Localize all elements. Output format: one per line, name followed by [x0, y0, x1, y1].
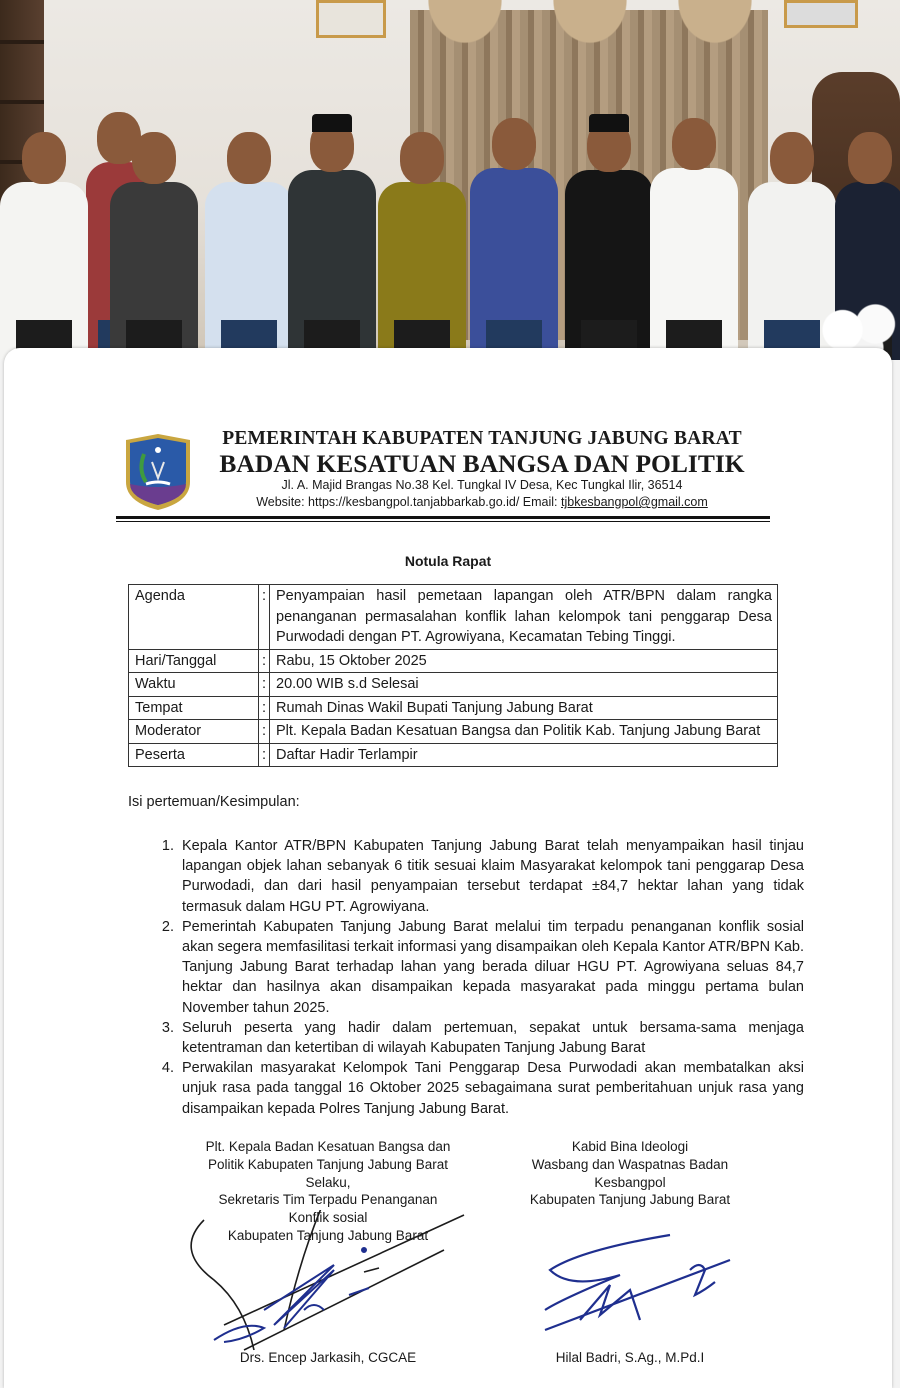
head [227, 132, 271, 184]
head [848, 132, 892, 184]
signatory-title-line: Kesbangpol [594, 1174, 666, 1190]
info-separator: : [259, 649, 270, 673]
head [672, 118, 716, 170]
signatory-left-name: Drs. Encep Jarkasih, CGCAE [239, 1350, 417, 1365]
letterhead [122, 428, 778, 522]
signatory-title-line: Konflik sosial [288, 1210, 368, 1226]
info-separator: : [259, 673, 270, 697]
conclusion-item: 1. Kepala Kantor ATR/BPN Kabupaten Tanjung Jabung Barat telah menyampaikan hasil tinjau lapangan objek lahan sebanyak 6 titik sesuai klaim Masyarakat kelompok tani penggarap Desa Purwodadi, dan dari hasil penyampaian tersebut terdapat ±84,7 hektar lahan yang tidak termasuk dalam HGU PT. Agrowiyana. [178, 836, 804, 917]
peci-cap [312, 114, 352, 132]
info-label: Moderator [129, 720, 259, 744]
info-value: Plt. Kepala Badan Kesatuan Bangsa dan Politik Kab. Tanjung Jabung Barat [270, 720, 778, 744]
info-row [129, 720, 778, 744]
signatory-title-line: Wasbang dan Waspatnas Badan [531, 1156, 729, 1172]
person [288, 120, 376, 360]
head [770, 132, 814, 184]
info-separator: : [259, 696, 270, 720]
info-row [129, 673, 778, 697]
letterhead-divider-thin [116, 521, 770, 522]
info-separator: : [259, 585, 270, 650]
info-value: 20.00 WIB s.d Selesai [270, 673, 778, 697]
info-label: Hari/Tanggal [129, 649, 259, 673]
info-value: Rabu, 15 Oktober 2025 [270, 649, 778, 673]
signatory-title-line: Politik Kabupaten Tanjung Jabung Barat [208, 1156, 448, 1172]
info-label: Agenda [129, 585, 259, 650]
conclusion-item: 3. Seluruh peserta yang hadir dalam pertemuan, sepakat untuk bersama-sama menjaga ketentraman dan ketertiban di wilayah Kabupaten Tanjung Jabung Barat [178, 1018, 804, 1058]
info-label: Tempat [129, 696, 259, 720]
letterhead-agency: BADAN KESATUAN BANGSA DAN POLITIK [219, 449, 745, 478]
signatory-title-line: Sekretaris Tim Terpadu Penanganan [218, 1192, 438, 1208]
person [378, 132, 466, 360]
person [0, 132, 88, 360]
info-separator: : [259, 743, 270, 767]
conclusion-list [152, 836, 804, 1119]
person [565, 120, 653, 360]
info-value: Penyampaian hasil pemetaan lapangan oleh ATR/BPN dalam rangka penanganan permasalahan konflik lahan kelompok tani penggarap Desa Purwodadi dengan PT. Agrowiyana, Kecamatan Tebing Tinggi. [270, 585, 778, 650]
website-label: Website: https://kesbangpol.tanjabbarkab.go.id/ Email: [256, 495, 561, 509]
letterhead-address: Jl. A. Majid Brangas No.38 Kel. Tungkal IV Desa, Kec Tungkal Ilir, 36514 [281, 478, 683, 492]
head [492, 118, 536, 170]
signatory-title-line: Kabupaten Tanjung Jabung Barat [227, 1227, 429, 1243]
regency-emblem-icon [122, 432, 194, 512]
person [650, 118, 738, 360]
signatory-title-line: Kabid Bina Ideologi [571, 1139, 689, 1154]
info-value: Daftar Hadir Terlampir [270, 743, 778, 767]
info-value: Rumah Dinas Wakil Bupati Tanjung Jabung Barat [270, 696, 778, 720]
email-link[interactable]: tjbkesbangpol@gmail.com [561, 495, 708, 509]
info-row [129, 743, 778, 767]
signatory-right-title [502, 1138, 758, 1209]
signature-left-icon [184, 1210, 484, 1360]
info-label: Waktu [129, 673, 259, 697]
document-title: Notula Rapat [404, 553, 492, 569]
person [110, 132, 198, 360]
signatory-right-name: Hilal Badri, S.Ag., M.Pd.I [555, 1350, 705, 1365]
meeting-minutes-document [4, 348, 892, 1388]
peci-cap [589, 114, 629, 132]
head [22, 132, 66, 184]
curtain-valance [405, 0, 775, 120]
signatory-title-line: Selaku, [305, 1174, 351, 1190]
head [132, 132, 176, 184]
wall-frame [784, 0, 858, 28]
wall-frame [316, 0, 386, 38]
conclusion-item: 4. Perwakilan masyarakat Kelompok Tani Penggarap Desa Purwodadi akan membatalkan aksi unjuk rasa pada tanggal 16 Oktober 2025 sebagaimana surat pemberitahuan unjuk rasa yang disampaikan kepada Polres Tanjung Jabung Barat. [178, 1058, 804, 1119]
signatory-title-line: Plt. Kepala Badan Kesatuan Bangsa dan [205, 1139, 451, 1154]
summary-heading: Isi pertemuan/Kesimpulan: [128, 794, 300, 810]
signature-right-icon [540, 1230, 740, 1340]
group-photo [0, 0, 900, 360]
letterhead-contact [202, 494, 762, 511]
info-separator: : [259, 720, 270, 744]
info-row [129, 649, 778, 673]
info-row [129, 696, 778, 720]
person [470, 118, 558, 360]
head [400, 132, 444, 184]
person [205, 132, 293, 360]
letterhead-divider [116, 516, 770, 519]
info-label: Peserta [129, 743, 259, 767]
info-row [129, 585, 778, 650]
signatory-title-line: Kabupaten Tanjung Jabung Barat [529, 1192, 731, 1208]
meeting-info-table [128, 584, 778, 767]
letterhead-government: PEMERINTAH KABUPATEN TANJUNG JABUNG BARAT [222, 428, 742, 449]
conclusion-item: 2. Pemerintah Kabupaten Tanjung Jabung Barat melalui tim terpadu penanganan konflik sosial akan segera memfasilitasi terkait informasi yang disampaikan oleh Kepala Kantor ATR/BPN Kab. Tanjung Jabung Barat terhadap lahan yang berada diluar HGU PT. Agrowiyana seluas 84,7 hektar dan hasilnya akan disampaikan kepada masyarakat pada minggu pertama bulan November tahun 2025. [178, 917, 804, 1018]
